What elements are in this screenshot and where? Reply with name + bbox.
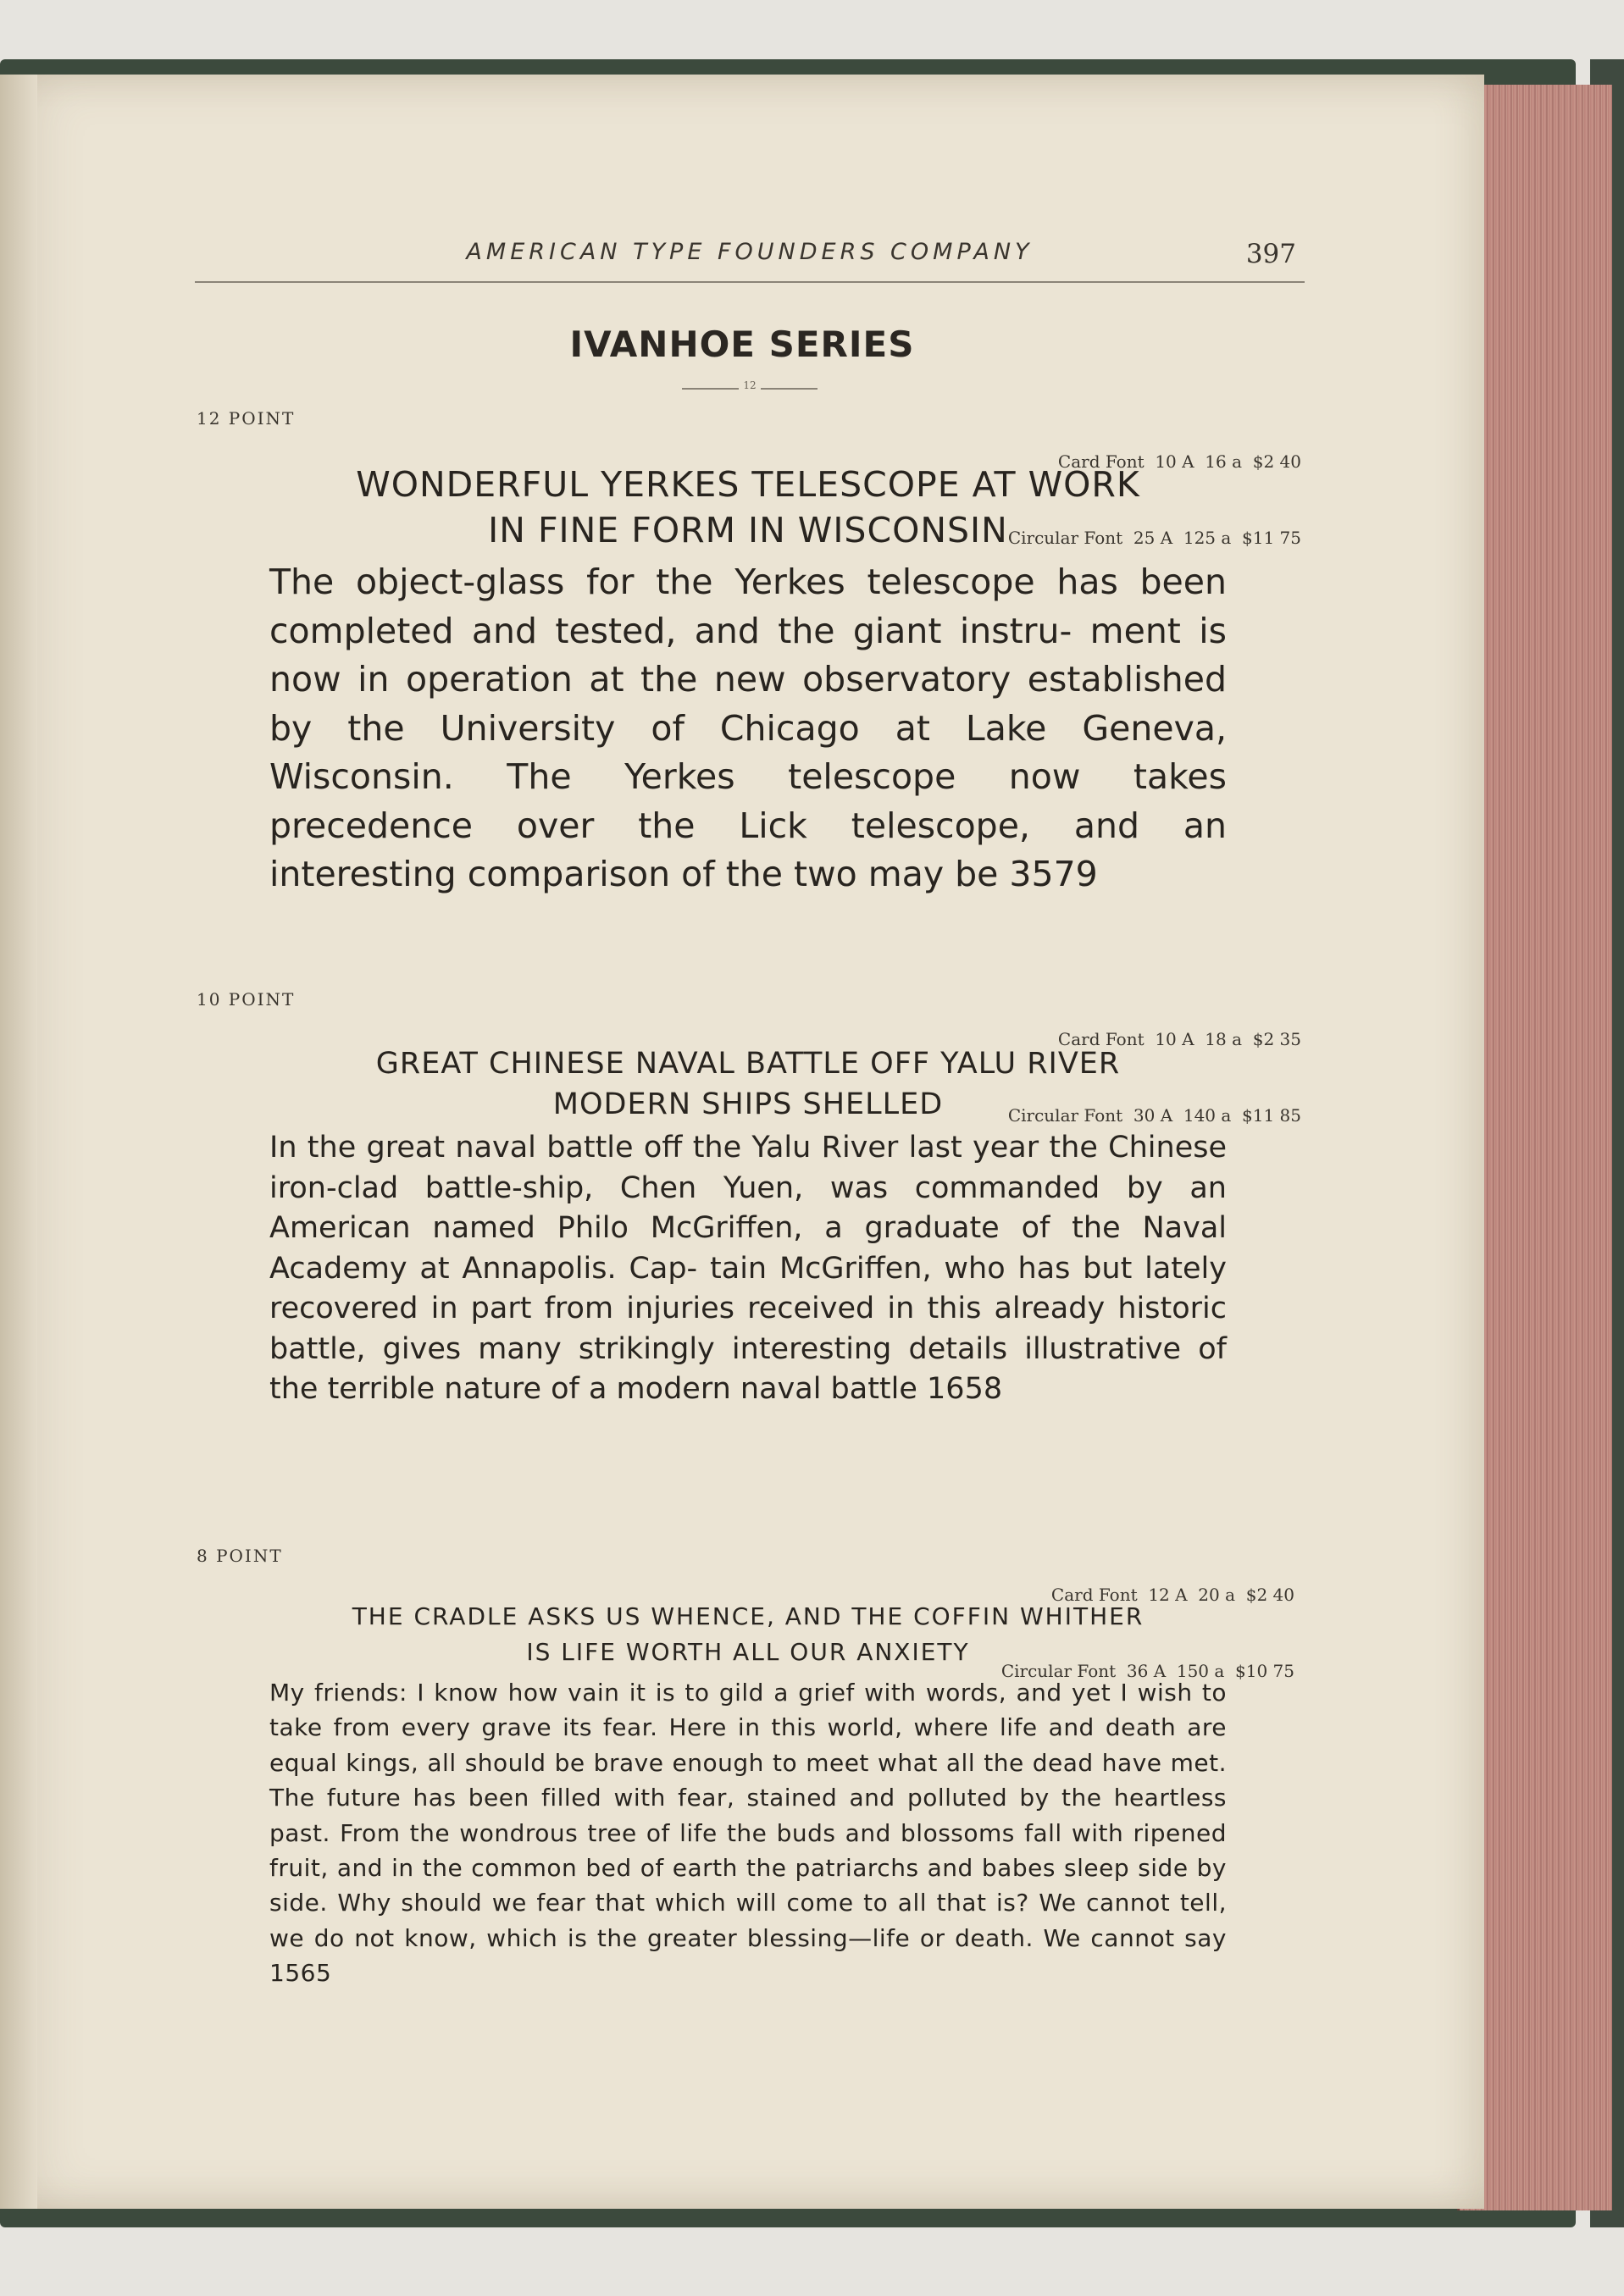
card-font-price: Card Font 12 A 20 a $2 40 [1050, 1585, 1294, 1605]
page-gutter [0, 75, 37, 2209]
circular-font-price: Circular Font 25 A 125 a $11 75 [1007, 528, 1301, 548]
ornament-number: 12 [739, 379, 761, 391]
circular-font-price: Circular Font 36 A 150 a $10 75 [1000, 1661, 1294, 1681]
specimen-body-text: My friends: I know how vain it is to gild a grief with words, and yet I wish to take from every grave its fear. Here in this world, where life and death are equal kings, all should be brave enough to meet what all the dead have met. The future has been filled with fear, stained and polluted by the heartless past. From the wondrous tree of life the buds and blossoms fall with ripened fruit, and in the common bed of earth the patriarchs and babes sleep side by side. Why should we fear that which will come to all that is? We cannot tell, we do not know, which is the greater blessing—life or death. We cannot say 1565 [269, 1679, 1227, 1988]
point-label-8: 8 POINT [197, 1546, 283, 1566]
specimen-body-text: In the great naval battle off the Yalu River last year the Chinese iron-clad battle-ship, Chen Yuen, was commanded by an American named Philo McGriffen, a graduate of the Naval Academy at Annapolis. Cap- tain McGriffen, who has but lately recovered in part from injuries received in this already historic battle, gives many strikingly interesting details illustrative of the terrible nature of a modern naval battle 1658 [269, 1131, 1227, 1406]
running-head-title: AMERICAN TYPE FOUNDERS COMPANY [466, 239, 1034, 265]
running-head [195, 239, 1305, 283]
series-title: IVANHOE SERIES [569, 324, 915, 365]
specimen-8-point [269, 1599, 1227, 1991]
specimen-heading-line1: GREAT CHINESE NAVAL BATTLE OFF YALU RIVER [375, 1047, 1121, 1081]
specimen-heading-line2: IN FINE FORM IN WISCONSIN [488, 510, 1008, 550]
specimen-heading-line2: MODERN SHIPS SHELLED [552, 1087, 944, 1121]
point-label-12: 12 POINT [197, 408, 296, 429]
circular-font-price: Circular Font 30 A 140 a $11 85 [1007, 1105, 1301, 1126]
specimen-body-text: The object-glass for the Yerkes telescope has been completed and tested, and the giant instru- ment is now in operation at the new observatory established by the University of Chicago at Lake Geneva, Wisconsin. The Yerkes telescope now takes precedence over the Lick telescope, and an interesting comparison of the two may be 3579 [269, 562, 1227, 894]
point-label-10: 10 POINT [197, 989, 296, 1010]
page-number: 397 [1245, 239, 1296, 269]
specimen-heading-line1: WONDERFUL YERKES TELESCOPE AT WORK [356, 464, 1140, 505]
card-font-price: Card Font 10 A 18 a $2 35 [1057, 1029, 1301, 1049]
specimen-heading-line1: THE CRADLE ASKS US WHENCE, AND THE COFFIN WHITHER [352, 1602, 1145, 1630]
card-font-price: Card Font 10 A 16 a $2 40 [1057, 451, 1301, 472]
specimen-12-point [269, 462, 1227, 899]
specimen-10-point [269, 1043, 1227, 1410]
specimen-heading-line2: IS LIFE WORTH ALL OUR ANXIETY [526, 1638, 970, 1666]
